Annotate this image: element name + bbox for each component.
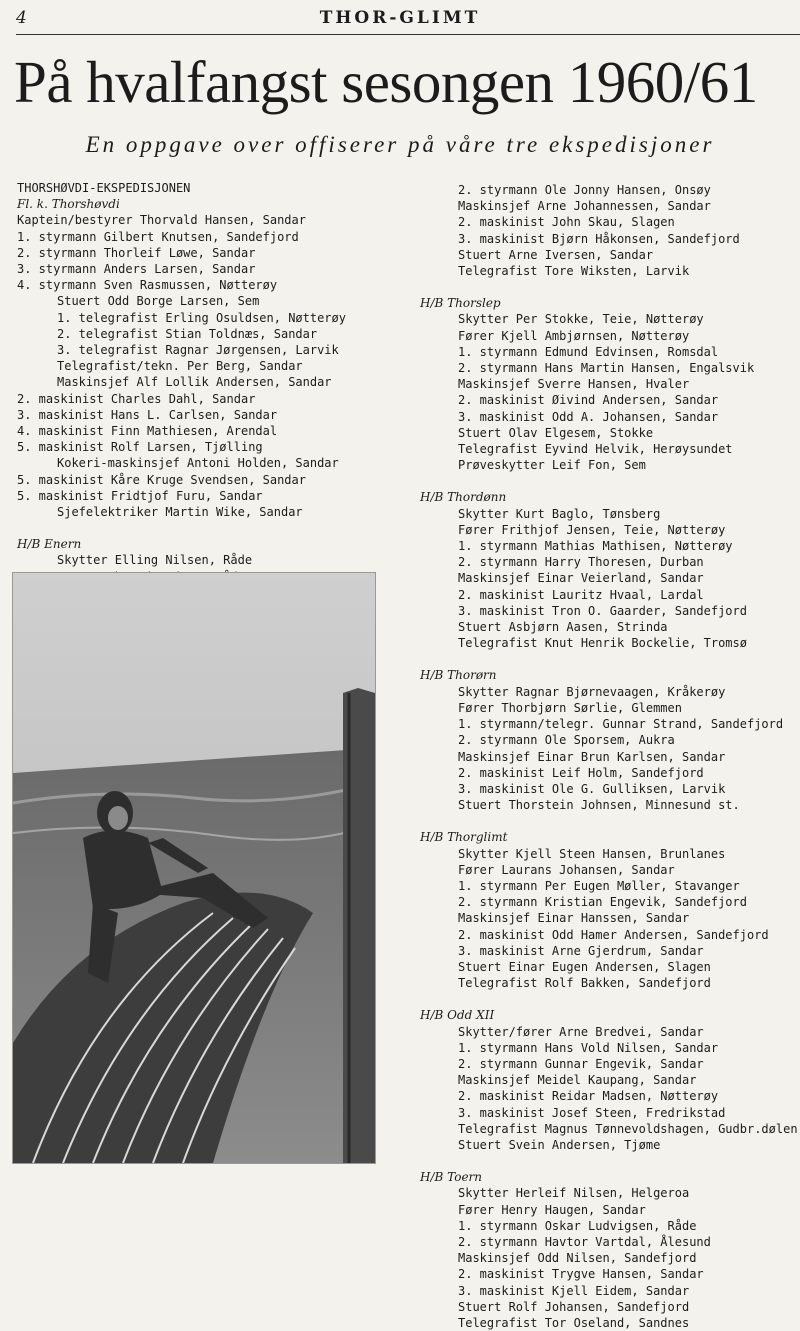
crew-line: 1. styrmann Gilbert Knutsen, Sandefjord [17, 229, 299, 244]
crew-line: 4. styrmann Sven Rasmussen, Nøtterøy [17, 278, 278, 293]
crew-line: 2. maskinist Reidar Madsen, Nøtterøy [458, 1089, 719, 1104]
ship-name: Fl. k. Thorshøvdi [17, 197, 120, 212]
whaling-photo [12, 572, 376, 1164]
crew-line: 2. maskinist Lauritz Hvaal, Lardal [458, 587, 704, 602]
header-rule [16, 34, 800, 35]
ship-name: H/B Thorslep [420, 296, 501, 311]
left-ship-list [17, 196, 407, 601]
crew-line: 2. maskinist Øivind Andersen, Sandar [458, 393, 719, 408]
crew-line: 2. maskinist Trygve Hansen, Sandar [458, 1267, 704, 1282]
ship-block-h-b-thorslep [420, 295, 800, 473]
ship-name: H/B Enern [17, 537, 82, 552]
crew-line: Stuert Odd Borge Larsen, Sem [57, 294, 260, 309]
crew-line: 2. styrmann Havtor Vartdal, Ålesund [458, 1234, 711, 1249]
crew-line: 5. maskinist Fridtjof Furu, Sandar [17, 488, 263, 503]
page-number: 4 [16, 8, 27, 28]
crew-line: Telegrafist Magnus Tønnevoldshagen, Gudbr.dølen [458, 1121, 798, 1136]
crew-line: Telegrafist Knut Henrik Bockelie, Tromsø [458, 636, 747, 651]
crew-line: Fører Kjell Ambjørnsen, Nøtterøy [458, 328, 690, 343]
crew-line: Maskinsjef Einar Brun Karlsen, Sandar [458, 749, 726, 764]
crew-line: Stuert Einar Eugen Andersen, Slagen [458, 959, 711, 974]
crew-line: Maskinsjef Meidel Kaupang, Sandar [458, 1073, 697, 1088]
crew-line: 3. maskinist Josef Steen, Fredrikstad [458, 1105, 726, 1120]
crew-line: 2. styrmann Harry Thoresen, Durban [458, 555, 704, 570]
crew-line: Maskinsjef Einar Veierland, Sandar [458, 571, 704, 586]
crew-line: 1. styrmann Mathias Mathisen, Nøtterøy [458, 539, 733, 554]
right-column [420, 182, 800, 1331]
ship-name: H/B Thordønn [420, 490, 507, 505]
crew-line: Skytter Elling Nilsen, Råde [57, 553, 253, 568]
section-title: THORSHØVDI-EKSPEDISJONEN [17, 181, 191, 195]
crew-line: 2. styrmann Ole Jonny Hansen, Onsøy [458, 183, 711, 197]
ship-name: H/B Thorørn [420, 668, 497, 683]
ship-name: H/B Thorglimt [420, 830, 508, 845]
crew-line: Maskinsjef Odd Nilsen, Sandefjord [458, 1251, 697, 1266]
article-title: På hvalfangst sesongen 1960/61 [14, 49, 758, 115]
crew-line: Kokeri-maskinsjef Antoni Holden, Sandar [57, 456, 339, 471]
crew-line: 1. styrmann Oskar Ludvigsen, Råde [458, 1218, 697, 1233]
crew-line: Skytter Ragnar Bjørnevaagen, Kråkerøy [458, 684, 726, 699]
ship-block-h-b-toern [420, 1169, 800, 1331]
crew-line: 2. styrmann Ole Sporsem, Aukra [458, 733, 675, 748]
crew-line: Telegrafist Eyvind Helvik, Herøysundet [458, 442, 733, 457]
crew-line: 2. styrmann Hans Martin Hansen, Engalsvik [458, 361, 755, 376]
right-ship-list [420, 182, 800, 1331]
crew-line: 3. telegrafist Ragnar Jørgensen, Larvik [57, 343, 339, 358]
crew-line: 2. styrmann Thorleif Løwe, Sandar [17, 245, 256, 260]
crew-line: Telegrafist/tekn. Per Berg, Sandar [57, 359, 303, 374]
crew-line: 2. styrmann Gunnar Engevik, Sandar [458, 1056, 704, 1071]
crew-line: 3. maskinist Hans L. Carlsen, Sandar [17, 407, 278, 422]
crew-line: Skytter Herleif Nilsen, Helgeroa [458, 1186, 690, 1201]
crew-line: Stuert Asbjørn Aasen, Strinda [458, 620, 668, 635]
ship-block-h-b-odd-xii [420, 1007, 800, 1153]
crew-line: Maskinsjef Einar Hanssen, Sandar [458, 911, 690, 926]
left-column [17, 180, 407, 601]
crew-line: Stuert Olav Elgesem, Stokke [458, 425, 654, 440]
crew-line: 1. styrmann Per Eugen Møller, Stavanger [458, 878, 740, 893]
crew-line: 3. maskinist Odd A. Johansen, Sandar [458, 409, 719, 424]
crew-line: Sjefelektriker Martin Wike, Sandar [57, 505, 303, 520]
crew-line: 3. styrmann Anders Larsen, Sandar [17, 262, 256, 277]
crew-line: Maskinsjef Arne Johannessen, Sandar [458, 199, 711, 214]
ship-block-h-b-thor-rn [420, 667, 800, 813]
crew-line: Stuert Thorstein Johnsen, Minnesund st. [458, 798, 740, 813]
crew-line: Prøveskytter Leif Fon, Sem [458, 458, 646, 473]
crew-line: 2. maskinist Charles Dahl, Sandar [17, 391, 256, 406]
crew-line: 3. maskinist Arne Gjerdrum, Sandar [458, 943, 704, 958]
ship-name: H/B Odd XII [420, 1008, 495, 1023]
crew-line: 1. telegrafist Erling Osuldsen, Nøtterøy [57, 310, 346, 325]
ship-block-h-b-thorglimt [420, 829, 800, 991]
crew-line: Telegrafist Tore Wiksten, Larvik [458, 264, 690, 279]
crew-line: 2. maskinist Odd Hamer Andersen, Sandefjord [458, 927, 769, 942]
crew-line: Maskinsjef Alf Lollik Andersen, Sandar [57, 375, 332, 390]
crew-line: Telegrafist Rolf Bakken, Sandefjord [458, 976, 711, 991]
crew-line: Skytter Kurt Baglo, Tønsberg [458, 506, 661, 521]
crew-line: 5. maskinist Rolf Larsen, Tjølling [17, 440, 263, 455]
crew-line: 2. maskinist Leif Holm, Sandefjord [458, 765, 704, 780]
crew-line: 3. maskinist Kjell Eidem, Sandar [458, 1283, 690, 1298]
crew-line: 3. maskinist Ole G. Gulliksen, Larvik [458, 781, 726, 796]
running-title: THOR-GLIMT [319, 8, 481, 28]
crew-line: Fører Laurans Johansen, Sandar [458, 862, 675, 877]
article-subtitle: En oppgave over offiserer på våre tre ekspedisjoner [85, 132, 715, 157]
ship-block-continued [420, 182, 800, 279]
crew-line: 2. telegrafist Stian Toldnæs, Sandar [57, 326, 318, 341]
crew-line: 3. maskinist Tron O. Gaarder, Sandefjord [458, 603, 747, 618]
whale-hunter-illustration [13, 573, 375, 1163]
crew-line: Skytter Kjell Steen Hansen, Brunlanes [458, 846, 726, 861]
crew-line: Kaptein/bestyrer Thorvald Hansen, Sandar [17, 213, 306, 228]
crew-line: Stuert Rolf Johansen, Sandefjord [458, 1299, 690, 1314]
crew-line: 4. maskinist Finn Mathiesen, Arendal [17, 424, 278, 439]
crew-line: 1. styrmann Hans Vold Nilsen, Sandar [458, 1040, 719, 1055]
crew-line: Skytter Per Stokke, Teie, Nøtterøy [458, 312, 704, 327]
crew-line: Skytter/fører Arne Bredvei, Sandar [458, 1024, 704, 1039]
ship-block-fl-k-thorsh-vdi [17, 196, 407, 520]
crew-line: 5. maskinist Kåre Kruge Svendsen, Sandar [17, 472, 306, 487]
ship-block-h-b-thord-nn [420, 489, 800, 651]
crew-line: Telegrafist Tor Oseland, Sandnes [458, 1316, 690, 1330]
ship-name: H/B Toern [420, 1170, 483, 1185]
crew-line: Fører Frithjof Jensen, Teie, Nøtterøy [458, 522, 726, 537]
crew-line: 2. styrmann Kristian Engevik, Sandefjord [458, 895, 747, 910]
crew-line: 1. styrmann Edmund Edvinsen, Romsdal [458, 344, 719, 359]
crew-line: Fører Thorbjørn Sørlie, Glemmen [458, 700, 682, 715]
crew-line: Stuert Arne Iversen, Sandar [458, 247, 654, 262]
crew-line: 1. styrmann/telegr. Gunnar Strand, Sandefjord [458, 717, 784, 732]
crew-line: 3. maskinist Bjørn Håkonsen, Sandefjord [458, 231, 740, 246]
crew-line: 2. maskinist John Skau, Slagen [458, 215, 675, 230]
crew-line: Fører Henry Haugen, Sandar [458, 1202, 646, 1217]
crew-line: Stuert Svein Andersen, Tjøme [458, 1137, 661, 1152]
crew-line: Maskinsjef Sverre Hansen, Hvaler [458, 377, 690, 392]
